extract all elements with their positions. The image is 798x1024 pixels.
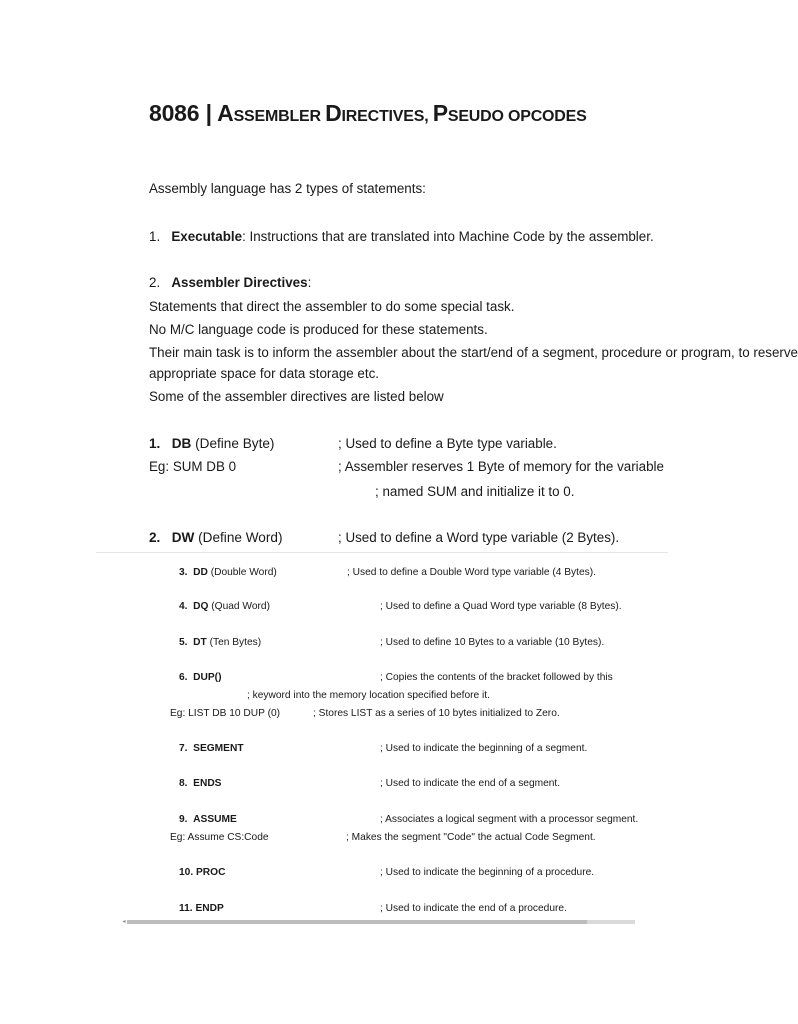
- dd-desc: (Double Word): [207, 567, 277, 578]
- segment-heading: [179, 743, 244, 754]
- dt-heading: [179, 637, 261, 648]
- title-word-p-rest: SEUDO OPCODES: [447, 108, 587, 125]
- segment-comment: ; Used to indicate the beginning of a segment.: [380, 743, 588, 754]
- db-comment: ; Used to define a Byte type variable.: [338, 436, 557, 451]
- dq-comment: ; Used to define a Quad Word type variable (8 Bytes).: [380, 601, 622, 612]
- assume-heading: [179, 814, 237, 825]
- dq-desc: (Quad Word): [208, 601, 270, 612]
- directives-line-4: appropriate space for data storage etc.: [149, 366, 380, 381]
- title-separator: |: [199, 100, 218, 126]
- intro-text: Assembly language has 2 types of statements:: [149, 181, 426, 196]
- dd-name: DD: [193, 567, 208, 578]
- dq-heading: [179, 601, 270, 612]
- ends-heading: [179, 778, 221, 789]
- directives-line-3: Their main task is to inform the assembler about the start/end of a segment, procedure or program, to reserve: [149, 345, 798, 360]
- dup-example: Eg: LIST DB 10 DUP (0): [170, 708, 281, 719]
- dup-number: 6.: [179, 672, 188, 683]
- directives-term: Assembler Directives: [171, 275, 308, 290]
- title-word-d-rest: IRECTIVES,: [341, 108, 433, 125]
- ends-name: ENDS: [193, 778, 222, 789]
- assume-example-comment: ; Makes the segment "Code" the actual Code Segment.: [346, 832, 596, 843]
- assume-comment: ; Associates a logical segment with a processor segment.: [380, 814, 639, 825]
- segment-name: SEGMENT: [193, 743, 244, 754]
- horizontal-scrollbar[interactable]: [121, 918, 635, 927]
- dq-name: DQ: [193, 601, 209, 612]
- executable-number: 1.: [149, 229, 161, 244]
- endp-heading: [179, 903, 224, 914]
- segment-number: 7.: [179, 743, 188, 754]
- title-number: 8086: [149, 100, 200, 126]
- assume-example: Eg: Assume CS:Code: [170, 832, 269, 843]
- assembler-directives-heading: [149, 275, 311, 290]
- directives-line-2: No M/C language code is produced for these statements.: [149, 322, 488, 337]
- title-word-a-rest: SSEMBLER: [233, 108, 326, 125]
- dt-name: DT: [193, 637, 207, 648]
- scroll-left-arrow-icon[interactable]: ◂: [122, 919, 126, 925]
- pasted-section-divider: [96, 552, 668, 553]
- endp-name: ENDP: [195, 903, 224, 914]
- proc-name: PROC: [196, 867, 226, 878]
- dup-comment-2: ; keyword into the memory location specified before it.: [247, 690, 490, 701]
- proc-number: 10.: [179, 867, 194, 878]
- title-word-p: P: [432, 100, 448, 126]
- dw-name: DW: [171, 530, 195, 545]
- dw-heading: [149, 530, 282, 545]
- executable-item: [149, 229, 654, 244]
- page-title: [149, 100, 587, 127]
- dt-number: 5.: [179, 637, 188, 648]
- assume-number: 9.: [179, 814, 188, 825]
- dt-desc: (Ten Bytes): [206, 637, 262, 648]
- db-name: DB: [171, 436, 192, 451]
- dw-comment: ; Used to define a Word type variable (2 Bytes).: [338, 530, 620, 545]
- executable-term: Executable: [171, 229, 243, 244]
- directives-number: 2.: [149, 275, 161, 290]
- title-word-d: D: [325, 100, 342, 126]
- dd-heading: [179, 567, 277, 578]
- dd-number: 3.: [179, 567, 188, 578]
- dd-comment: ; Used to define a Double Word type variable (4 Bytes).: [347, 567, 596, 578]
- directives-line-1: Statements that direct the assembler to do some special task.: [149, 299, 515, 314]
- db-heading: [149, 436, 274, 451]
- scrollbar-thumb[interactable]: [127, 920, 587, 924]
- ends-number: 8.: [179, 778, 188, 789]
- db-desc: (Define Byte): [191, 436, 275, 451]
- dup-heading: [179, 672, 221, 683]
- db-example-comment: ; Assembler reserves 1 Byte of memory for the variable: [338, 459, 664, 474]
- title-word-a: A: [217, 100, 234, 126]
- dw-number: 2.: [149, 530, 161, 545]
- directives-colon: :: [307, 275, 312, 290]
- dup-name: DUP(): [193, 672, 222, 683]
- directives-line-5: Some of the assembler directives are listed below: [149, 389, 444, 404]
- executable-text: : Instructions that are translated into Machine Code by the assembler.: [242, 229, 654, 244]
- endp-number: 11.: [179, 903, 193, 914]
- ends-comment: ; Used to indicate the end of a segment.: [380, 778, 561, 789]
- dup-example-comment: ; Stores LIST as a series of 10 bytes initialized to Zero.: [313, 708, 560, 719]
- dw-desc: (Define Word): [194, 530, 283, 545]
- db-example: Eg: SUM DB 0: [149, 459, 237, 474]
- dq-number: 4.: [179, 601, 188, 612]
- endp-comment: ; Used to indicate the end of a procedure.: [380, 903, 567, 914]
- dup-comment: ; Copies the contents of the bracket followed by this: [380, 672, 613, 683]
- proc-heading: [179, 867, 225, 878]
- dt-comment: ; Used to define 10 Bytes to a variable (10 Bytes).: [380, 637, 605, 648]
- db-example-comment-2: ; named SUM and initialize it to 0.: [375, 484, 575, 499]
- db-number: 1.: [149, 436, 161, 451]
- proc-comment: ; Used to indicate the beginning of a procedure.: [380, 867, 595, 878]
- assume-name: ASSUME: [193, 814, 237, 825]
